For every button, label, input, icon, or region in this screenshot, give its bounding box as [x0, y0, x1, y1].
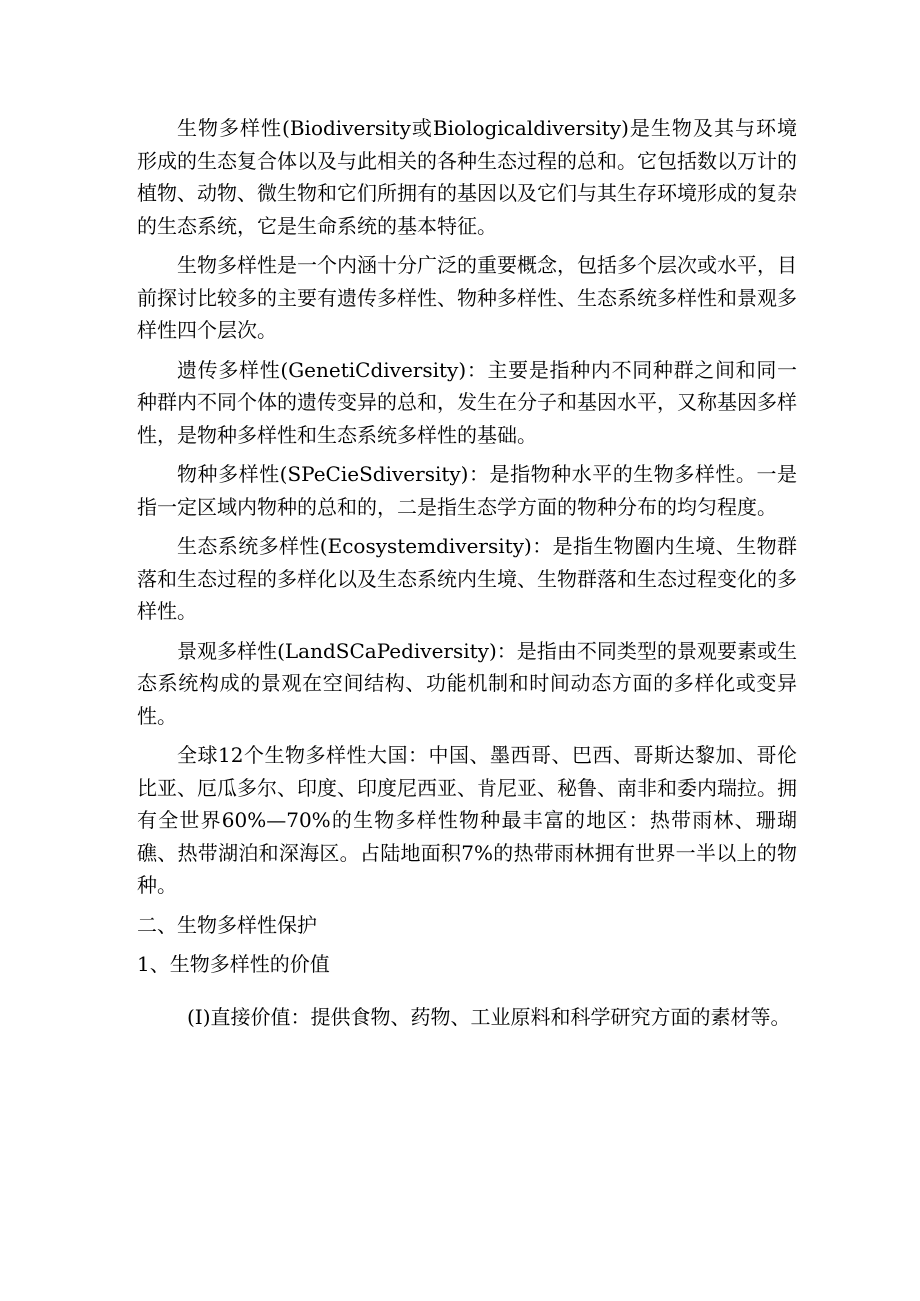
paragraph-biodiversity-levels: 生物多样性是一个内涵十分广泛的重要概念，包括多个层次或水平，目前探讨比较多的主要有遗传多样性、物种多样性、生态系统多样性和景观多样性四个层次。 — [137, 253, 797, 342]
paragraph-megadiverse-countries: 全球12个生物多样性大国：中国、墨西哥、巴西、哥斯达黎加、哥伦比亚、厄瓜多尔、印度、印度尼西亚、肯尼亚、秘鲁、南非和委内瑞拉。拥有全世界60%—70%的生物多样性物种最丰富的地区：热带雨林、珊瑚礁、热带湖泊和深海区。占陆地面积7%的热带雨林拥有世界一半以上的物种。 — [137, 743, 797, 897]
section-heading: 二、生物多样性保护 — [137, 912, 317, 937]
paragraph-biodiversity-definition: 生物多样性(Biodiversity或Biologicaldiversity)是生物及其与环境形成的生态复合体以及与此相关的各种生态过程的总和。它包括数以万计的植物、动物、微生物和它们所拥有的基因以及它们与其生存环境形成的复杂的生态系统，它是生命系统的基本特征。 — [137, 116, 797, 238]
paragraph-landscape-diversity: 景观多样性(LandSCaPediversity)：是指由不同类型的景观要素或生态系统构成的景观在空间结构、功能机制和时间动态方面的多样化或变异性。 — [137, 638, 797, 728]
paragraph-genetic-diversity: 遗传多样性(GenetiCdiversity)：主要是指种内不同种群之间和同一种群内不同个体的遗传变异的总和，发生在分子和基因水平，又称基因多样性，是物种多样性和生态系统多样性的基础。 — [137, 357, 797, 447]
paragraph-ecosystem-diversity: 生态系统多样性(Ecosystemdiversity)：是指生物圈内生境、生物群落和生态过程的多样化以及生态系统内生境、生物群落和生态过程变化的多样性。 — [137, 534, 797, 623]
subsection-heading: 1、生物多样性的价值 — [137, 952, 330, 976]
document-body — [137, 112, 797, 1040]
list-item-direct-value: (I)直接价值：提供食物、药物、工业原料和科学研究方面的素材等。 — [187, 1004, 791, 1029]
paragraph-species-diversity: 物种多样性(SPeCieSdiversity)：是指物种水平的生物多样性。一是指一定区域内物种的总和的，二是指生态学方面的物种分布的均匀程度。 — [137, 462, 797, 519]
